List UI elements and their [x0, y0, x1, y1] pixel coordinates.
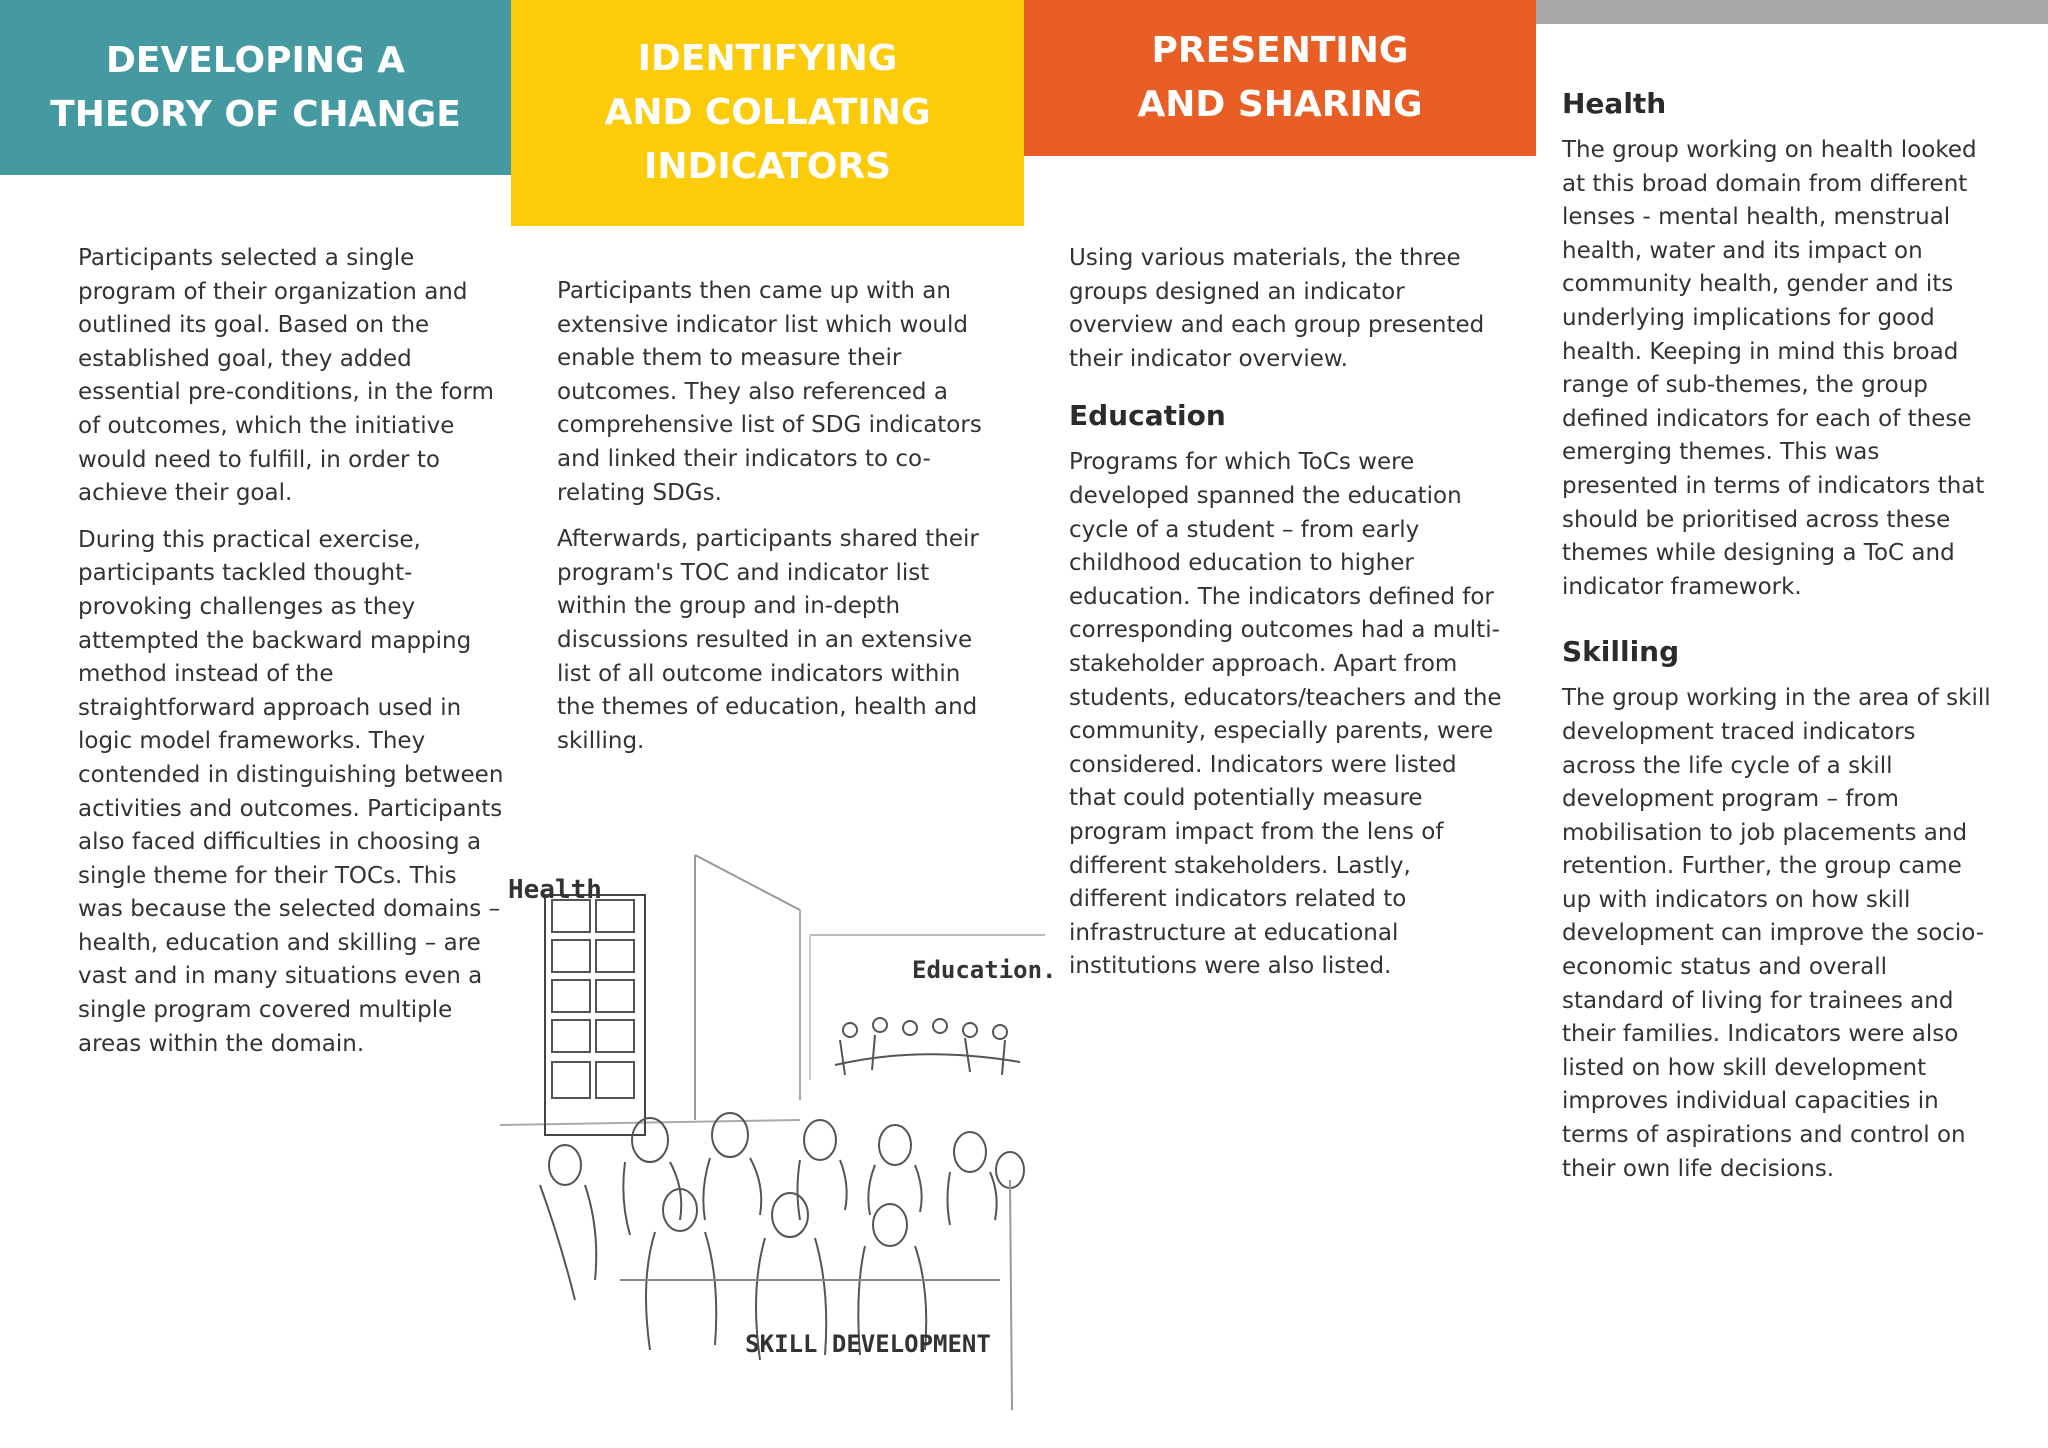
health-heading: Health: [1562, 87, 1667, 120]
paragraph: Using various materials, the three groups designed an indicator overview and each group presented their indicator overview.: [1069, 245, 1485, 372]
header-line: INDICATORS: [643, 146, 892, 187]
sketch-label-education: Education.: [912, 956, 1057, 984]
header-line: PRESENTING: [1151, 30, 1409, 71]
workshop-sketch-illustration: [500, 840, 1340, 1440]
paragraph: Participants then came up with an extensive indicator list which would enable them to measure their outcomes. They also referenced a comprehensive list of SDG indicators and linked their indicators to co-relating SDGs.: [557, 278, 982, 506]
paragraph: The group working in the area of skill development traced indicators across the life cycle of a skill development program – from mobilisation to job placements and retention. Further, the group came up with indicators on how skill development can improve the socio-economic status and overall standard of living for trainees and their families. Indicators were also listed on how skill development improves individual capacities in terms of aspirations and control on their own life decisions.: [1562, 685, 1991, 1182]
paragraph: Afterwards, participants shared their program's TOC and indicator list within the group and in-depth discussions resulted in an extensive list of all outcome indicators within the themes of education, health and skilling.: [557, 526, 979, 754]
sketch-label-health: Health: [508, 875, 602, 905]
header-line: AND COLLATING: [604, 92, 931, 133]
paragraph: The group working on health looked at this broad domain from different lenses - mental health, menstrual health, water and its impact on community health, gender and its underlying implications for good health. Keeping in mind this broad range of sub-themes, the group defined indicators for each of these emerging themes. This was presented in terms of indicators that should be prioritised across these themes while designing a ToC and indicator framework.: [1562, 137, 1985, 600]
header-identifying-indicators: [511, 0, 1024, 226]
column-theory-of-change: [78, 242, 508, 1074]
header-line: IDENTIFYING: [637, 38, 898, 79]
header-developing-theory-of-change: [0, 0, 511, 175]
column-health-skilling: [1562, 86, 1992, 1199]
header-line: AND SHARING: [1137, 84, 1423, 125]
paragraph: Programs for which ToCs were developed spanned the education cycle of a student – from early childhood education to higher education. The indicators defined for corresponding outcomes had a multi-stakeholder approach. Apart from students, educators/teachers and the community, especially parents, were considered. Indicators were listed that could potentially measure program impact from the lens of different stakeholders. Lastly, different indicators related to infrastructure at educational institutions were also listed.: [1069, 449, 1502, 980]
paragraph: During this practical exercise, participants tackled thought-provoking challenges as they attempted the backward mapping method instead of the straightforward approach used in logic model frameworks. They contended in distinguishing between activities and outcomes. Participants also faced difficulties in choosing a single theme for their TOCs. This was because the selected domains – health, education and skilling – are vast and in many situations even a single program covered multiple areas within the domain.: [78, 526, 504, 1057]
sketch-label-skill-development: SKILL DEVELOPMENT: [745, 1330, 991, 1358]
header-line: THEORY OF CHANGE: [50, 93, 461, 135]
paragraph: Participants selected a single program of their organization and outlined its goal. Based on the established goal, they added essential pre-conditions, in the form of outcomes, which the initiative would need to fulfill, in order to achieve their goal.: [78, 245, 494, 507]
education-heading: Education: [1069, 399, 1226, 433]
column-indicators: [557, 275, 987, 771]
skilling-heading: Skilling: [1562, 635, 1680, 669]
header-presenting-sharing: [1024, 0, 1536, 156]
header-grey-bar: [1536, 0, 2048, 24]
header-line: DEVELOPING A: [105, 39, 406, 81]
